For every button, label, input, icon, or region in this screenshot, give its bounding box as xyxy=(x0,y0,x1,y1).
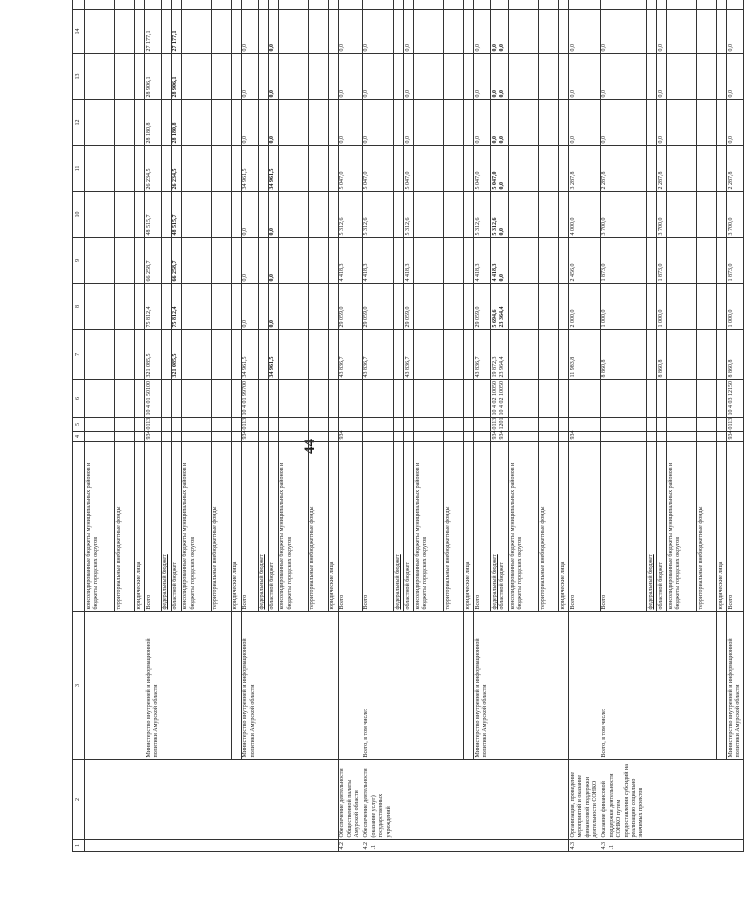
value-cell: 0,0 0,0 xyxy=(491,54,509,100)
row-label: областной бюджет xyxy=(171,442,181,612)
value-cell: 0,0 xyxy=(268,284,278,330)
value-cell: 75 812,4 xyxy=(145,284,162,330)
table-row xyxy=(145,0,162,852)
table-row xyxy=(444,0,464,852)
table-row xyxy=(667,0,697,852)
value-cell: 0,0 xyxy=(362,10,394,54)
header-cell xyxy=(73,0,85,10)
value-cell: 0,0 xyxy=(268,238,278,284)
value-cell: 4 000,0 xyxy=(569,192,601,238)
code-cell: 10 4 01 99700 xyxy=(241,380,258,418)
row-label: юридические лица xyxy=(328,442,338,612)
header-cell: 11 xyxy=(73,146,85,192)
value-cell: 5 694,6 23 364,4 xyxy=(491,284,509,330)
table-row xyxy=(362,0,394,852)
value-cell: 66 258,7 xyxy=(145,238,162,284)
value-cell: 2 287,8 xyxy=(600,146,646,192)
table-row xyxy=(657,0,667,852)
row-label: Всего xyxy=(600,442,646,612)
row-label: юридические лица xyxy=(135,442,145,612)
row-label: консолидированные бюджеты муниципальных районов и бюджеты городских округов xyxy=(414,442,444,612)
row-label: юридические лица xyxy=(559,442,569,612)
row-label: Всего xyxy=(474,442,491,612)
value-cell: 27 177,1 xyxy=(171,10,181,54)
table-row xyxy=(697,0,717,852)
value-cell: 26 234,5 xyxy=(145,146,162,192)
value-cell: 0,0 xyxy=(404,100,414,146)
value-cell: 28 180,8 xyxy=(145,100,162,146)
code-cell: 10 4 01 50100 xyxy=(145,380,162,418)
value-cell: 29 059,0 xyxy=(362,284,394,330)
value-cell: 2 456,0 xyxy=(569,238,601,284)
table-row xyxy=(404,0,414,852)
value-cell: 4 418,3 xyxy=(474,238,491,284)
header-cell xyxy=(73,442,85,612)
value-cell: 4 418,3 xyxy=(362,238,394,284)
responsible-label: Министерство внутренней и информационной политики Амурской области xyxy=(474,612,491,760)
code-cell: 0113 xyxy=(727,418,744,432)
value-cell: 0,0 xyxy=(268,54,278,100)
row-label: консолидированные бюджеты муниципальных районов и бюджеты городских округов xyxy=(667,442,697,612)
table-row xyxy=(338,0,362,852)
value-cell: 29 059,0 xyxy=(404,284,414,330)
table-row xyxy=(464,0,474,852)
code-cell: 934 934 xyxy=(491,432,509,442)
value-cell: 8 860,8 xyxy=(657,330,667,380)
code-cell: 934 xyxy=(727,432,744,442)
header-cell: 2 xyxy=(73,760,85,840)
responsible-label: Министерство внутренней и информационной политики Амурской области xyxy=(727,612,744,760)
table-row xyxy=(211,0,231,852)
table-row xyxy=(258,0,268,852)
header-cell: 3 xyxy=(73,612,85,760)
value-cell: 0,0 xyxy=(338,54,362,100)
header-cell: 12 xyxy=(73,100,85,146)
table-row xyxy=(600,0,646,852)
header-cell: 5 xyxy=(73,418,85,432)
row-label: Всего xyxy=(362,442,394,612)
budget-table xyxy=(72,0,744,852)
value-cell: 43 836,7 xyxy=(338,330,362,380)
value-cell: 3 700,0 xyxy=(657,192,667,238)
row-label: территориальные внебюджетные фонды xyxy=(308,442,328,612)
value-cell: 0,0 xyxy=(600,10,646,54)
value-cell: 1 000,0 xyxy=(657,284,667,330)
value-cell: 34 961,5 xyxy=(268,146,278,192)
value-cell: 0,0 0,0 xyxy=(491,10,509,54)
responsible-label: Министерство внутренней и информационной политики Амурской области xyxy=(145,612,162,760)
value-cell: 0,0 xyxy=(569,100,601,146)
row-label: территориальные внебюджетные фонды xyxy=(211,442,231,612)
table-row xyxy=(328,0,338,852)
value-cell: 5 312,6 xyxy=(362,192,394,238)
table-row xyxy=(394,0,404,852)
row-label: федеральный бюджет xyxy=(394,442,404,612)
value-cell: 8 860,8 xyxy=(727,330,744,380)
value-cell: 1 873,0 xyxy=(727,238,744,284)
table-row xyxy=(717,0,727,852)
row-label: Всего xyxy=(569,442,601,612)
row-label: областной бюджет xyxy=(404,442,414,612)
row-label: территориальные внебюджетные фонды xyxy=(444,442,464,612)
value-cell: 0,0 xyxy=(241,100,258,146)
row-label: Всего xyxy=(145,442,162,612)
row-label: Всего xyxy=(338,442,362,612)
header-cell: 10 xyxy=(73,192,85,238)
value-cell: 11 983,8 xyxy=(569,330,601,380)
value-cell: 0,0 xyxy=(404,54,414,100)
value-cell: 3 700,0 xyxy=(727,192,744,238)
value-cell: 2 000,0 xyxy=(569,284,601,330)
value-cell: 0,0 xyxy=(241,284,258,330)
responsible-label: Министерство внутренней и информационной политики Амурской области xyxy=(241,612,258,760)
section-name: Оказание финансовой поддержки деятельности СОНКО путем предоставления субсидий на реализацию социально значимых проектов xyxy=(600,760,646,840)
value-cell: 0,0 xyxy=(404,10,414,54)
row-label: федеральный бюджет xyxy=(258,442,268,612)
header-cell: 6 xyxy=(73,380,85,418)
table-row xyxy=(509,0,539,852)
value-cell: 0,0 xyxy=(600,100,646,146)
value-cell: 34 961,5 xyxy=(268,330,278,380)
table-row xyxy=(647,0,657,852)
value-cell: 0,0 xyxy=(268,192,278,238)
table-row xyxy=(268,0,278,852)
table-row xyxy=(559,0,569,852)
table-row xyxy=(241,0,258,852)
value-cell: 27 177,1 xyxy=(145,10,162,54)
value-cell: 5 312,6 0,0 xyxy=(491,192,509,238)
value-cell: 0,0 0,0 xyxy=(491,100,509,146)
value-cell: 28 906,1 xyxy=(171,54,181,100)
value-cell: 4 418,3 0,0 xyxy=(491,238,509,284)
value-cell: 34 961,5 xyxy=(241,330,258,380)
value-cell: 5 047,0 xyxy=(474,146,491,192)
value-cell: 0,0 xyxy=(362,54,394,100)
code-cell: 10 4 03 12150 xyxy=(727,380,744,418)
row-label: консолидированные бюджеты муниципальных районов и бюджеты городских округов xyxy=(509,442,539,612)
value-cell: 66 258,7 xyxy=(171,238,181,284)
value-cell: 5 047,0 0,0 xyxy=(491,146,509,192)
value-cell: 1 000,0 xyxy=(600,284,646,330)
section-name: Обеспечение деятельности Общественной палаты Амурской области xyxy=(338,760,362,840)
page-number: 44 xyxy=(302,439,318,454)
value-cell: 75 812,4 xyxy=(171,284,181,330)
table-row xyxy=(539,0,559,852)
row-label: территориальные внебюджетные фонды xyxy=(115,442,135,612)
header-cell: 13 xyxy=(73,54,85,100)
value-cell: 3 287,8 xyxy=(569,146,601,192)
table-row xyxy=(308,0,328,852)
header-cell: 1 xyxy=(73,840,85,852)
value-cell: 5 312,6 xyxy=(474,192,491,238)
section-name: Обеспечение деятельности (оказание услуг) государственных учреждений xyxy=(362,760,394,840)
value-cell: 3 700,0 xyxy=(600,192,646,238)
value-cell: 43 836,7 xyxy=(474,330,491,380)
value-cell: 0,0 xyxy=(657,54,667,100)
section-number: 4.2 xyxy=(338,840,362,852)
value-cell: 43 836,7 xyxy=(362,330,394,380)
value-cell: 0,0 xyxy=(241,238,258,284)
row-label: областной бюджет xyxy=(657,442,667,612)
value-cell: 0,0 xyxy=(268,10,278,54)
row-label: консолидированные бюджеты муниципальных районов и бюджеты городских округов xyxy=(85,442,115,612)
value-cell: 0,0 xyxy=(727,54,744,100)
code-cell: 0113 xyxy=(241,418,258,432)
rotated-table-wrapper xyxy=(72,0,742,852)
value-cell: 321 085,5 xyxy=(145,330,162,380)
row-label: консолидированные бюджеты муниципальных районов и бюджеты городских округов xyxy=(181,442,211,612)
value-cell: 0,0 xyxy=(241,10,258,54)
value-cell: 321 085,5 xyxy=(171,330,181,380)
value-cell: 0,0 xyxy=(727,100,744,146)
header-cell: 14 xyxy=(73,10,85,54)
value-cell: 1 873,0 xyxy=(600,238,646,284)
value-cell: 48 515,7 xyxy=(145,192,162,238)
value-cell: 0,0 xyxy=(474,10,491,54)
responsible-label: Всего, в том числе: xyxy=(362,612,394,760)
header-row xyxy=(73,0,85,852)
value-cell: 26 234,5 xyxy=(171,146,181,192)
value-cell: 0,0 xyxy=(657,10,667,54)
value-cell: 29 059,0 xyxy=(474,284,491,330)
code-cell: 934 xyxy=(569,432,601,442)
row-label: федеральный бюджет областной бюджет xyxy=(491,442,509,612)
value-cell: 2 287,8 xyxy=(657,146,667,192)
header-cell: 8 xyxy=(73,284,85,330)
table-row xyxy=(414,0,444,852)
code-cell: 0113 xyxy=(145,418,162,432)
responsible-label: Всего, в том числе: xyxy=(600,612,646,760)
code-cell: 10 4 02 10050 10 4 02 10050 xyxy=(491,380,509,418)
code-cell: 0113 1201 xyxy=(491,418,509,432)
value-cell: 2 287,8 xyxy=(727,146,744,192)
value-cell: 5 312,6 xyxy=(338,192,362,238)
row-label: федеральный бюджет xyxy=(647,442,657,612)
table-row xyxy=(231,0,241,852)
table-row xyxy=(171,0,181,852)
value-cell: 0,0 xyxy=(474,54,491,100)
section-number: 4.3 xyxy=(569,840,601,852)
value-cell: 0,0 xyxy=(569,10,601,54)
value-cell: 4 418,3 xyxy=(338,238,362,284)
value-cell: 34 961,5 xyxy=(241,146,258,192)
header-cell: 7 xyxy=(73,330,85,380)
row-label: областной бюджет xyxy=(268,442,278,612)
table-row xyxy=(181,0,211,852)
row-label: консолидированные бюджеты муниципальных районов и бюджеты городских округов xyxy=(278,442,308,612)
value-cell: 4 418,3 xyxy=(404,238,414,284)
value-cell: 29 059,0 xyxy=(338,284,362,330)
header-cell: 4 xyxy=(73,432,85,442)
row-label: Всего xyxy=(727,442,744,612)
value-cell: 0,0 xyxy=(474,100,491,146)
value-cell: 28 906,1 xyxy=(145,54,162,100)
value-cell: 0,0 xyxy=(241,192,258,238)
value-cell: 19 872,3 23 964,4 xyxy=(491,330,509,380)
value-cell: 0,0 xyxy=(727,10,744,54)
section-number: 4.2.1 xyxy=(362,840,394,852)
value-cell: 0,0 xyxy=(338,100,362,146)
value-cell: 0,0 xyxy=(600,54,646,100)
row-label: юридические лица xyxy=(717,442,727,612)
code-cell: 934 xyxy=(241,432,258,442)
row-label: территориальные внебюджетные фонды xyxy=(539,442,559,612)
row-label: федеральный бюджет xyxy=(161,442,171,612)
value-cell: 5 047,0 xyxy=(404,146,414,192)
value-cell: 5 047,0 xyxy=(362,146,394,192)
value-cell: 0,0 xyxy=(241,54,258,100)
value-cell: 8 860,8 xyxy=(600,330,646,380)
table-row xyxy=(569,0,601,852)
value-cell: 1 873,0 xyxy=(657,238,667,284)
table-row xyxy=(474,0,491,852)
table-row xyxy=(727,0,744,852)
table-row xyxy=(278,0,308,852)
value-cell: 0,0 xyxy=(338,10,362,54)
value-cell: 28 180,8 xyxy=(171,100,181,146)
row-label: территориальные внебюджетные фонды xyxy=(697,442,717,612)
row-label: юридические лица xyxy=(231,442,241,612)
code-cell: 934 xyxy=(338,432,362,442)
table-row xyxy=(115,0,135,852)
table-row xyxy=(161,0,171,852)
row-label: юридические лица xyxy=(464,442,474,612)
table-row xyxy=(491,0,509,852)
value-cell: 5 047,0 xyxy=(338,146,362,192)
value-cell: 5 312,6 xyxy=(404,192,414,238)
table-row xyxy=(135,0,145,852)
code-cell: 934 xyxy=(145,432,162,442)
value-cell: 0,0 xyxy=(657,100,667,146)
value-cell: 43 836,7 xyxy=(404,330,414,380)
value-cell: 48 515,7 xyxy=(171,192,181,238)
value-cell: 0,0 xyxy=(362,100,394,146)
value-cell: 1 000,0 xyxy=(727,284,744,330)
section-number: 4.3.1 xyxy=(600,840,646,852)
table-row xyxy=(85,0,115,852)
header-cell: 9 xyxy=(73,238,85,284)
row-label: Всего xyxy=(241,442,258,612)
section-name: Организация, проведение мероприятий и оказание финансовой поддержки деятельности СОНКО xyxy=(569,760,601,840)
value-cell: 0,0 xyxy=(569,54,601,100)
value-cell: 0,0 xyxy=(268,100,278,146)
